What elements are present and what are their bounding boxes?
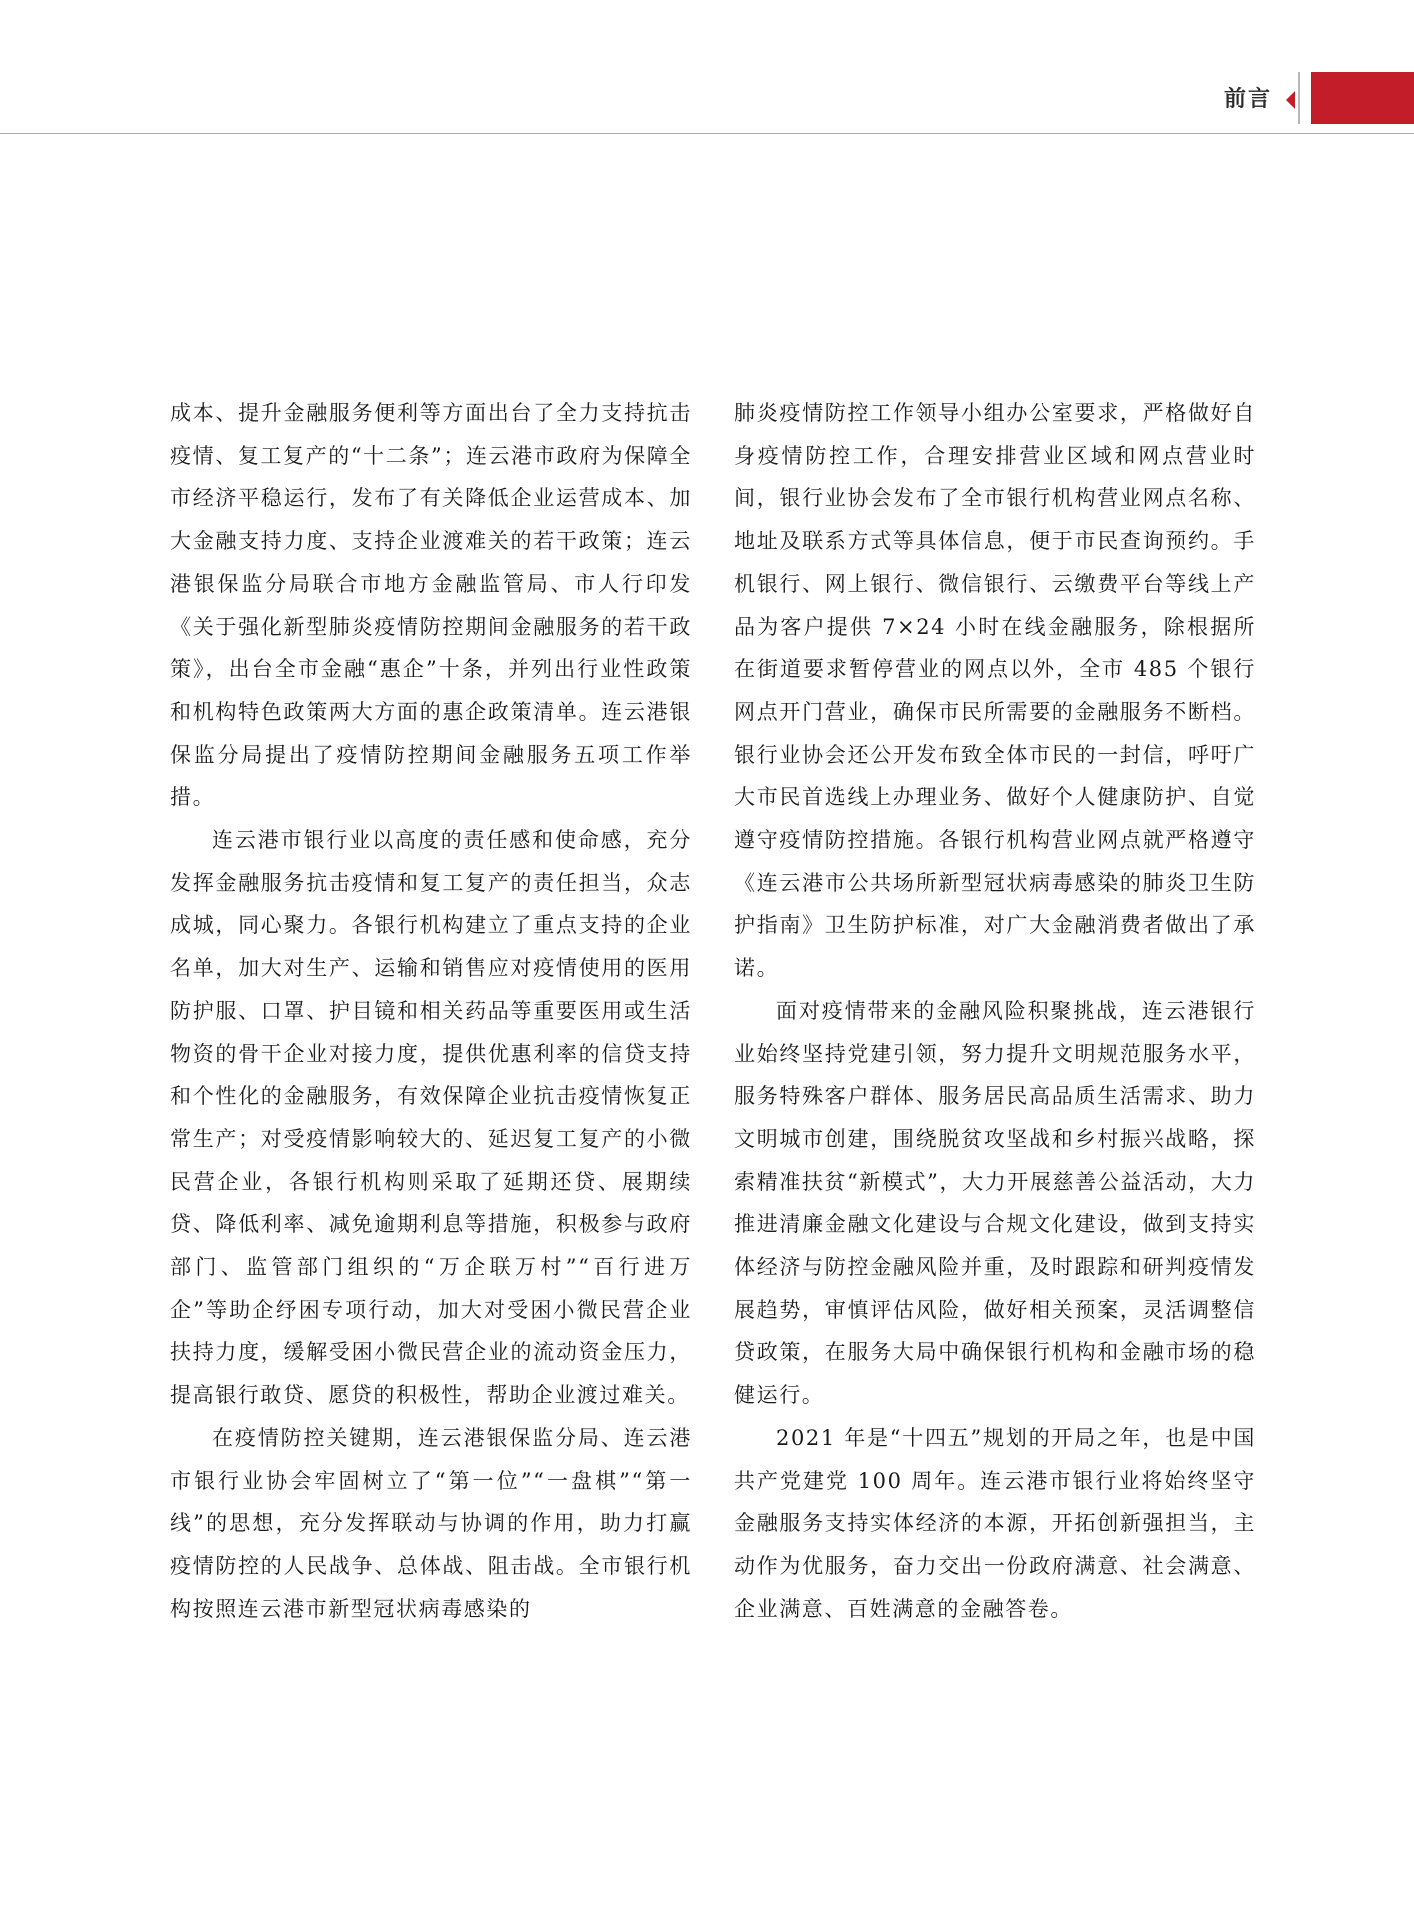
header-rule xyxy=(0,133,1414,134)
paragraph: 肺炎疫情防控工作领导小组办公室要求，严格做好自身疫情防控工作，合理安排营业区域和网点营业时间，银行业协会发布了全市银行机构营业网点名称、地址及联系方式等具体信息，便于市民查询预约。手机银行、网上银行、微信银行、云缴费平台等线上产品为客户提供 7×24 小时在线金融服务，除根据所在街道要求暂停营业的网点以外，全市 485 个银行网点开门营业，确保市民所需要的金融服务不断档。银行业协会还公开发布致全体市民的一封信，呼吁广大市民首选线上办理业务、做好个人健康防护、自觉遵守疫情防控措施。各银行机构营业网点就严格遵守《连云港市公共场所新型冠状病毒感染的肺炎卫生防护指南》卫生防护标准，对广大金融消费者做出了承诺。 xyxy=(734,401,1256,981)
left-column xyxy=(170,392,692,1630)
paragraph: 连云港市银行业以高度的责任感和使命感，充分发挥金融服务抗击疫情和复工复产的责任担当，众志成城，同心聚力。各银行机构建立了重点支持的企业名单，加大对生产、运输和销售应对疫情使用的医用防护服、口罩、护目镜和相关药品等重要医用或生活物资的骨干企业对接力度，提供优惠利率的信贷支持和个性化的金融服务，有效保障企业抗击疫情恢复正常生产；对受疫情影响较大的、延迟复工复产的小微民营企业，各银行机构则采取了延期还贷、展期续贷、降低利率、减免逾期利息等措施，积极参与政府部门、监管部门组织的“万企联万村”“百行进万企”等助企纾困专项行动，加大对受困小微民营企业扶持力度，缓解受困小微民营企业的流动资金压力，提高银行敢贷、愿贷的积极性，帮助企业渡过难关。 xyxy=(170,828,692,1408)
arrow-left-icon xyxy=(1286,91,1295,109)
paragraph: 在疫情防控关键期，连云港银保监分局、连云港市银行业协会牢固树立了“第一位”“一盘棋”“第一线”的思想，充分发挥联动与协调的作用，助力打赢疫情防控的人民战争、总体战、阻击战。全市银行机构按照连云港市新型冠状病毒感染的 xyxy=(170,1425,692,1621)
section-tab-marker xyxy=(1311,72,1414,124)
right-column xyxy=(734,392,1256,1630)
paragraph: 面对疫情带来的金融风险积聚挑战，连云港银行业始终坚持党建引领，努力提升文明规范服务水平，服务特殊客户群体、服务居民高品质生活需求、助力文明城市创建，围绕脱贫攻坚战和乡村振兴战略，探索精准扶贫“新模式”，大力开展慈善公益活动，大力推进清廉金融文化建设与合规文化建设，做到支持实体经济与防控金融风险并重，及时跟踪和研判疫情发展趋势，审慎评估风险，做好相关预案，灵活调整信贷政策，在服务大局中确保银行机构和金融市场的稳健运行。 xyxy=(734,998,1256,1408)
marker-divider xyxy=(1298,72,1300,124)
paragraph: 成本、提升金融服务便利等方面出台了全力支持抗击疫情、复工复产的“十二条”；连云港市政府为保障全市经济平稳运行，发布了有关降低企业运营成本、加大金融支持力度、支持企业渡难关的若干政策；连云港银保监分局联合市地方金融监管局、市人行印发《关于强化新型肺炎疫情防控期间金融服务的若干政策》，出台全市金融“惠企”十条，并列出行业性政策和机构特色政策两大方面的惠企政策清单。连云港银保监分局提出了疫情防控期间金融服务五项工作举措。 xyxy=(170,401,692,810)
section-title: 前言 xyxy=(1223,87,1272,112)
page-header xyxy=(0,0,1414,136)
paragraph: 2021 年是“十四五”规划的开局之年，也是中国共产党建党 100 周年。连云港市银行业将始终坚守金融服务支持实体经济的本源，开拓创新强担当，主动作为优服务，奋力交出一份政府满意、社会满意、企业满意、百姓满意的金融答卷。 xyxy=(734,1425,1256,1621)
